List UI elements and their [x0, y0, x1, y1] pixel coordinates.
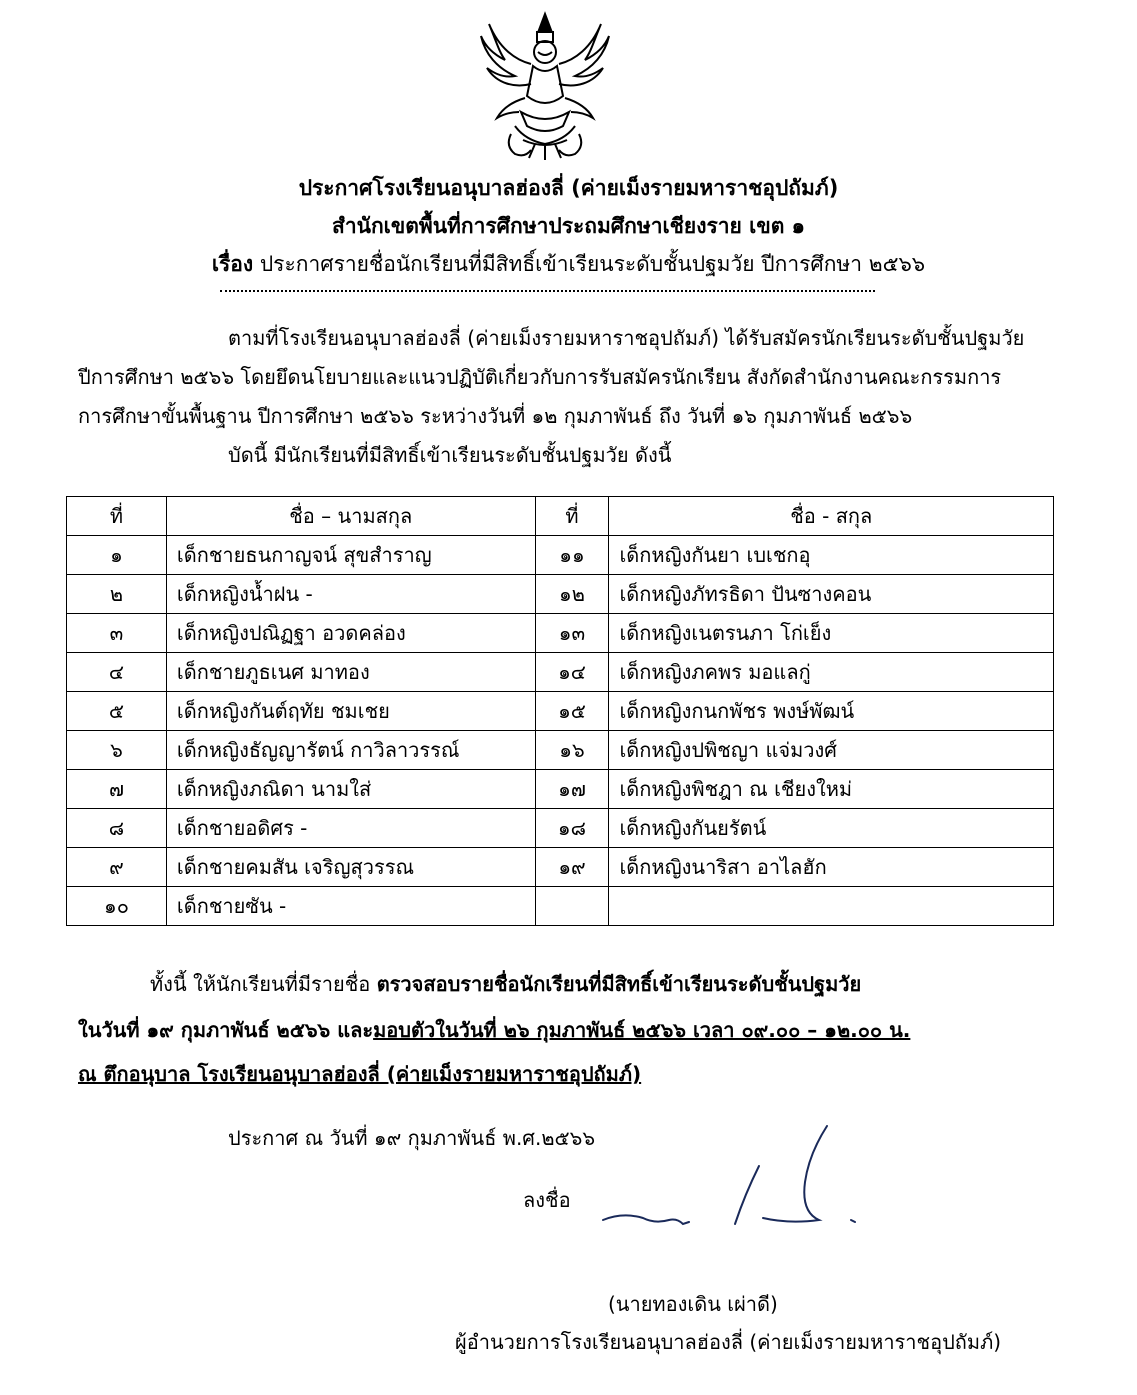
student-name: เด็กชายคมสัน เจริญสุวรรณ — [166, 848, 535, 887]
student-name: เด็กหญิงนาริสา อาไลฮัก — [609, 848, 1054, 887]
row-number: ๑๔ — [535, 653, 609, 692]
student-name: เด็กหญิงเนตรนภา โก่เย็ง — [609, 614, 1054, 653]
table-row — [67, 770, 1054, 809]
signer-title: ผู้อำนวยการโรงเรียนอนุบาลฮ่องลี่ (ค่ายเม็งรายมหาราชอุปถัมภ์) — [455, 1330, 1002, 1354]
row-number: ๘ — [67, 809, 167, 848]
closing-text: ทั้งนี้ ให้นักเรียนที่มีรายชื่อ — [150, 972, 377, 996]
signature — [595, 1120, 870, 1250]
row-number: ๔ — [67, 653, 167, 692]
intro-line-3: การศึกษาขั้นพื้นฐาน ปีการศึกษา ๒๕๖๖ ระหว่างวันที่ ๑๒ กุมภาพันธ์ ถึง วันที่ ๑๖ กุมภาพันธ์ ๒๕๖๖ — [78, 404, 913, 428]
row-number: ๕ — [67, 692, 167, 731]
dotted-divider — [220, 290, 875, 292]
student-name: เด็กหญิงกันยา เบเชกอุ — [609, 536, 1054, 575]
table-row — [67, 536, 1054, 575]
intro-line-2: ปีการศึกษา ๒๕๖๖ โดยยึดนโยบายและแนวปฏิบัติเกี่ยวกับการรับสมัครนักเรียน สังกัดสำนักงานคณะกรรมการ — [78, 365, 1002, 389]
closing-emphasis: ตรวจสอบรายชื่อนักเรียนที่มีสิทธิ์เข้าเรียนระดับชั้นปฐมวัย — [376, 972, 862, 996]
table-row — [67, 848, 1054, 887]
row-number: ๑๓ — [535, 614, 609, 653]
row-number: ๒ — [67, 575, 167, 614]
student-name: เด็กชายอดิศร - — [166, 809, 535, 848]
student-name: เด็กหญิงธัญญารัตน์ กาวิลาวรรณ์ — [166, 731, 535, 770]
header-name: ชื่อ - สกุล — [609, 497, 1054, 536]
closing-line-3: ณ ตึกอนุบาล โรงเรียนอนุบาลฮ่องลี่ (ค่ายเม็งรายมหาราชอุปถัมภ์) — [78, 1062, 642, 1086]
row-number: ๑๕ — [535, 692, 609, 731]
student-name: เด็กหญิงกันต์ฤทัย ชมเชย — [166, 692, 535, 731]
subject-text: ประกาศรายชื่อนักเรียนที่มีสิทธิ์เข้าเรียนระดับชั้นปฐมวัย ปีการศึกษา ๒๕๖๖ — [253, 252, 926, 276]
table-row — [67, 887, 1054, 926]
row-number: ๑๑ — [535, 536, 609, 575]
student-name: เด็กหญิงภคพร มอแลกู่ — [609, 653, 1054, 692]
closing-report-date: มอบตัวในวันที่ ๒๖ กุมภาพันธ์ ๒๕๖๖ เวลา ๐๙.๐๐ – ๑๒.๐๐ น. — [373, 1018, 911, 1042]
intro-line-1: ตามที่โรงเรียนอนุบาลฮ่องลี่ (ค่ายเม็งรายมหาราชอุปถัมภ์) ได้รับสมัครนักเรียนระดับชั้นปฐมวัย — [228, 326, 1025, 350]
student-list-table — [66, 496, 1054, 926]
row-number: ๓ — [67, 614, 167, 653]
student-name: เด็กหญิงปณิฏฐา อวดคล่อง — [166, 614, 535, 653]
table-row — [67, 653, 1054, 692]
signer-name: (นายทองเดิน เผ่าดี) — [608, 1292, 778, 1316]
student-name: เด็กชายธนกาญจน์ สุขสำราญ — [166, 536, 535, 575]
row-number: ๑๙ — [535, 848, 609, 887]
student-name — [609, 887, 1054, 926]
announcement-date: ประกาศ ณ วันที่ ๑๙ กุมภาพันธ์ พ.ศ.๒๕๖๖ — [228, 1126, 596, 1150]
student-name: เด็กหญิงปพิชญา แจ่มวงศ์ — [609, 731, 1054, 770]
header-number: ที่ — [67, 497, 167, 536]
table-row — [67, 809, 1054, 848]
row-number: ๑๗ — [535, 770, 609, 809]
table-row — [67, 614, 1054, 653]
student-name: เด็กหญิงกนกพัชร พงษ์พัฒน์ — [609, 692, 1054, 731]
document-subject — [0, 248, 1137, 281]
row-number: ๑๐ — [67, 887, 167, 926]
table-header-row — [67, 497, 1054, 536]
row-number: ๖ — [67, 731, 167, 770]
row-number: ๑ — [67, 536, 167, 575]
row-number: ๙ — [67, 848, 167, 887]
student-name: เด็กหญิงภัทรธิดา ปันซางคอน — [609, 575, 1054, 614]
student-name: เด็กหญิงน้ำฝน - — [166, 575, 535, 614]
intro-line-4: บัดนี้ มีนักเรียนที่มีสิทธิ์เข้าเรียนระดับชั้นปฐมวัย ดังนี้ — [228, 443, 672, 467]
closing-date: ในวันที่ ๑๙ กุมภาพันธ์ ๒๕๖๖ และ — [78, 1018, 374, 1042]
row-number: ๗ — [67, 770, 167, 809]
header-number: ที่ — [535, 497, 609, 536]
closing-line-2 — [78, 1014, 910, 1046]
table-row — [67, 692, 1054, 731]
student-name: เด็กชายซัน - — [166, 887, 535, 926]
student-name: เด็กหญิงพิชฎา ณ เชียงใหม่ — [609, 770, 1054, 809]
row-number — [535, 887, 609, 926]
table-row — [67, 575, 1054, 614]
row-number: ๑๖ — [535, 731, 609, 770]
row-number: ๑๒ — [535, 575, 609, 614]
document-header-line1: ประกาศโรงเรียนอนุบาลฮ่องลี่ (ค่ายเม็งรายมหาราชอุปถัมภ์) — [298, 176, 839, 200]
subject-label: เรื่อง — [211, 252, 254, 276]
document-header-line2: สำนักเขตพื้นที่การศึกษาประถมศึกษาเชียงราย เขต ๑ — [332, 214, 805, 238]
garuda-emblem — [475, 8, 615, 164]
table-row — [67, 731, 1054, 770]
sign-label: ลงชื่อ — [523, 1188, 571, 1212]
header-name: ชื่อ – นามสกุล — [166, 497, 535, 536]
student-name: เด็กหญิงภณิดา นามใส่ — [166, 770, 535, 809]
student-name: เด็กหญิงกันยรัตน์ — [609, 809, 1054, 848]
student-name: เด็กชายภูธเนศ มาทอง — [166, 653, 535, 692]
row-number: ๑๘ — [535, 809, 609, 848]
closing-line-1 — [150, 968, 861, 1000]
